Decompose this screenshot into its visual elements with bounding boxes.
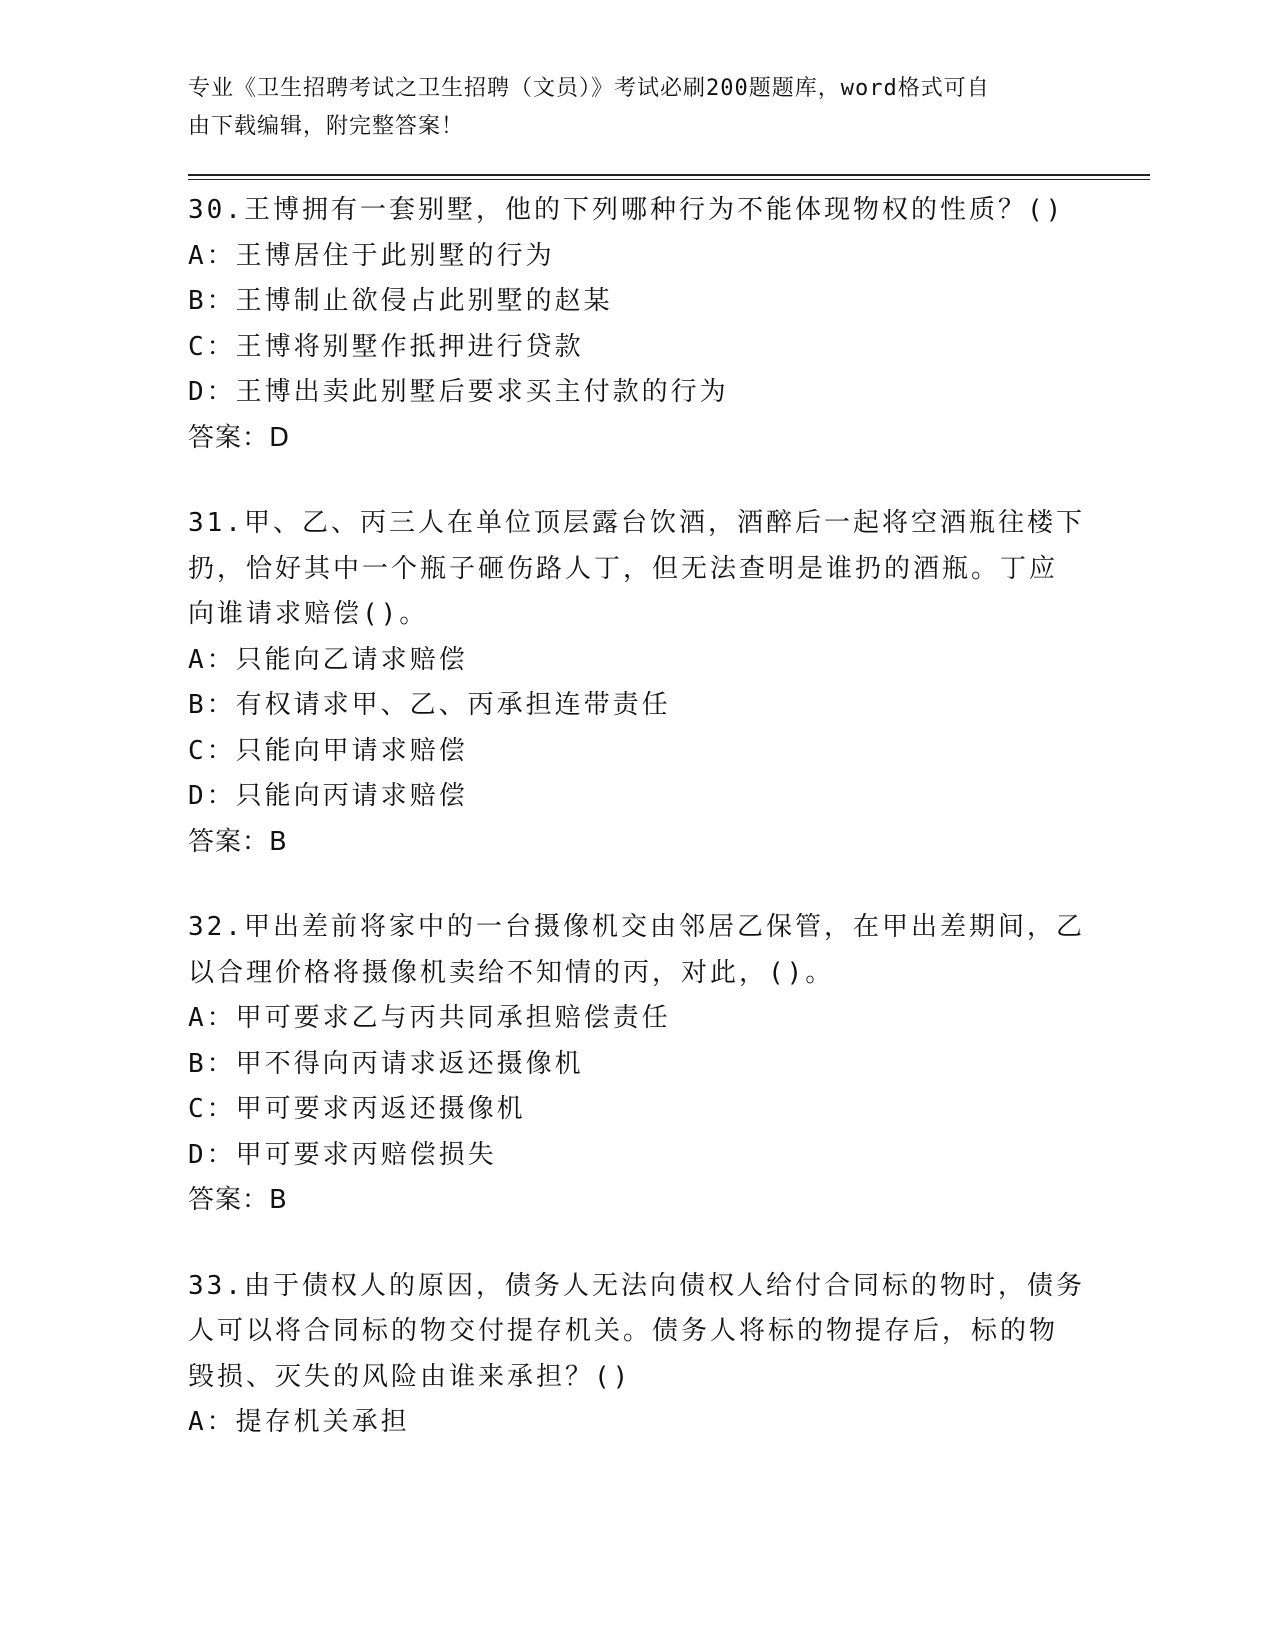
option-a: A：只能向乙请求赔偿 — [188, 644, 468, 675]
header-line-2: 由下载编辑，附完整答案！ — [188, 114, 465, 139]
option-b: B：甲不得向丙请求返还摄像机 — [188, 1048, 584, 1079]
question-30 — [188, 188, 1088, 461]
question-stem: 30.王博拥有一套别墅，他的下列哪种行为不能体现物权的性质？() — [188, 195, 1065, 225]
option-b: B：有权请求甲、乙、丙承担连带责任 — [188, 690, 671, 720]
document-header — [188, 70, 1068, 146]
question-31 — [188, 501, 1088, 865]
question-stem: 向谁请求赔偿()。 — [188, 599, 429, 629]
option-b: B：王博制止欲侵占此别墅的赵某 — [188, 286, 613, 316]
option-c: C：只能向甲请求赔偿 — [188, 735, 468, 766]
answer-label: 答案：B — [188, 1185, 288, 1215]
question-list — [188, 188, 1088, 1486]
option-c: C：王博将别墅作抵押进行贷款 — [188, 331, 584, 362]
question-33 — [188, 1264, 1088, 1446]
header-divider-thin — [188, 179, 1150, 180]
option-d: D：甲可要求丙赔偿损失 — [188, 1139, 497, 1170]
question-stem: 33.由于债权人的原因，债务人无法向债权人给付合同标的物时，债务 — [188, 1270, 1085, 1301]
option-d: D：王博出卖此别墅后要求买主付款的行为 — [188, 377, 729, 407]
question-stem: 人可以将合同标的物交付提存机关。债务人将标的物提存后，标的物 — [188, 1316, 1059, 1346]
question-stem: 毁损、灭失的风险由谁来承担？() — [188, 1361, 632, 1392]
answer-label: 答案：D — [188, 422, 291, 453]
question-stem: 扔，恰好其中一个瓶子砸伤路人丁，但无法查明是谁扔的酒瓶。丁应 — [188, 553, 1059, 584]
answer-label: 答案：B — [188, 826, 288, 857]
option-a: A：王博居住于此别墅的行为 — [188, 240, 555, 271]
header-divider-thick — [188, 174, 1150, 176]
option-a: A：提存机关承担 — [188, 1407, 410, 1437]
option-c: C：甲可要求丙返还摄像机 — [188, 1094, 526, 1124]
option-a: A：甲可要求乙与丙共同承担赔偿责任 — [188, 1003, 671, 1033]
header-line-1: 专业《卫生招聘考试之卫生招聘（文员）》考试必刷200题题库，word格式可自 — [188, 76, 990, 101]
question-stem: 32.甲出差前将家中的一台摄像机交由邻居乙保管，在甲出差期间，乙 — [188, 912, 1085, 942]
question-stem: 以合理价格将摄像机卖给不知情的丙，对此，()。 — [188, 957, 835, 988]
question-32 — [188, 905, 1088, 1224]
question-stem: 31.甲、乙、丙三人在单位顶层露台饮酒，酒醉后一起将空酒瓶往楼下 — [188, 508, 1085, 538]
option-d: D：只能向丙请求赔偿 — [188, 781, 468, 811]
